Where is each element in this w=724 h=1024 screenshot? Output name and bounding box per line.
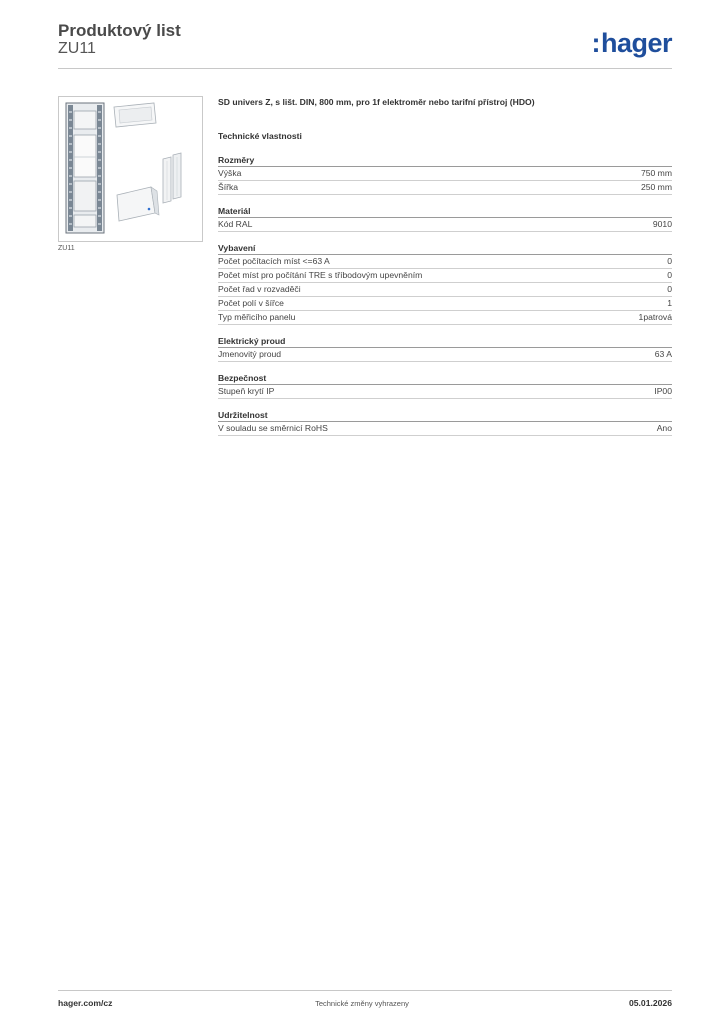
spec-row	[218, 255, 672, 269]
section-electric-current	[218, 335, 672, 362]
section-title: Elektrický proud	[218, 335, 672, 348]
spec-label: V souladu se směrnicí RoHS	[218, 423, 328, 433]
section-sustainability	[218, 409, 672, 436]
spec-value: 750 mm	[640, 168, 672, 178]
spec-row	[218, 283, 672, 297]
spec-value: IP00	[654, 386, 672, 396]
spec-row	[218, 422, 672, 436]
footer-website-link[interactable]: hager.com/cz	[58, 998, 113, 1008]
spec-value: 0	[667, 270, 672, 280]
spec-row	[218, 348, 672, 362]
tech-heading: Technické vlastnosti	[218, 131, 302, 141]
section-title: Bezpečnost	[218, 372, 672, 385]
spec-label: Typ měřicího panelu	[218, 312, 296, 322]
spec-label: Počet počítacích míst <=63 A	[218, 256, 330, 266]
spec-row	[218, 167, 672, 181]
section-title: Rozměry	[218, 154, 672, 167]
spec-row	[218, 297, 672, 311]
spec-value: Ano	[656, 423, 672, 433]
spec-value: 1patrová	[638, 312, 672, 322]
spec-label: Kód RAL	[218, 219, 253, 229]
product-details	[218, 96, 672, 436]
spec-value: 1	[667, 298, 672, 308]
footer-note: Technické změny vyhrazeny	[315, 999, 409, 1008]
spec-row	[218, 311, 672, 325]
footer-date: 05.01.2026	[628, 998, 672, 1008]
image-caption: ZU11	[58, 245, 75, 252]
spec-label: Počet polí v šířce	[218, 298, 284, 308]
product-code: ZU11	[58, 40, 96, 57]
spec-label: Počet míst pro počítání TRE s tříbodovým upevněním	[218, 270, 423, 280]
footer-divider	[58, 990, 672, 991]
logo-text: hager	[600, 28, 672, 58]
product-title: SD univers Z, s lišt. DIN, 800 mm, pro 1f elektroměr nebo tarifní přístroj (HDO)	[218, 97, 535, 107]
spec-value: 9010	[652, 219, 672, 229]
spec-label: Šířka	[218, 182, 239, 192]
spec-value: 250 mm	[640, 182, 672, 192]
section-equipment	[218, 242, 672, 325]
spec-row	[218, 218, 672, 232]
spec-label: Stupeň krytí IP	[218, 386, 275, 396]
section-title: Vybavení	[218, 242, 672, 255]
product-illustration	[59, 97, 202, 241]
section-title: Udržitelnost	[218, 409, 672, 422]
spec-label: Počet řad v rozvaděči	[218, 284, 301, 294]
hager-logo[interactable]: :hager	[591, 28, 672, 58]
spec-row	[218, 269, 672, 283]
page-title: Produktový list	[58, 21, 181, 40]
spec-label: Jmenovitý proud	[218, 349, 282, 359]
spec-label: Výška	[218, 168, 242, 178]
spec-value: 0	[667, 256, 672, 266]
header-divider	[58, 68, 672, 69]
section-dimensions	[218, 154, 672, 195]
section-safety	[218, 372, 672, 399]
spec-value: 0	[667, 284, 672, 294]
section-material	[218, 205, 672, 232]
section-title: Materiál	[218, 205, 672, 218]
spec-row	[218, 385, 672, 399]
spec-row	[218, 181, 672, 195]
product-image	[58, 96, 203, 242]
spec-value: 63 A	[654, 349, 672, 359]
